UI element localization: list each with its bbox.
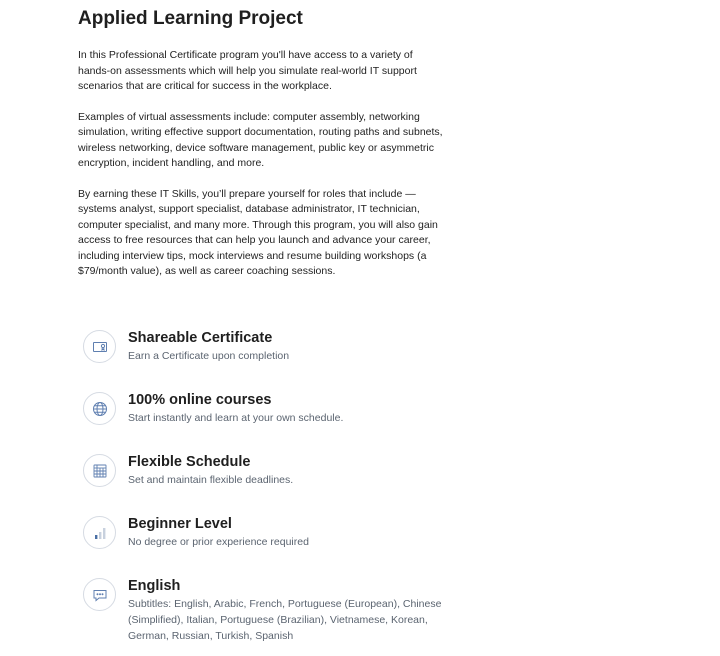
feature-language [83,576,453,642]
career-paragraph: By earning these IT Skills, you’ll prepare yourself for roles that include — systems analyst, support specialist, database administrator, IT technician, computer specialist, and many more. Through this program, you will also gain access to free resources that can help you launch and advance your career, including interview tips, mock interviews and resume building workshops (a $79/month value), as well as career coaching sessions. [78,187,438,277]
feature-subtitle: Subtitles: English, Arabic, French, Portuguese (European), Chinese (Simplified), Italian, Portuguese (Brazilian), Vietnamese, Korean, German, Russian, Turkish, Spanish [128,598,442,642]
intro-paragraph: In this Professional Certificate program you'll have access to a variety of hands-on assessments which will help you simulate real-world IT support scenarios that are critical for success in the workplace. [78,49,417,92]
globe-icon [83,392,116,425]
feature-title: Shareable Certificate [128,330,273,346]
feature-title: Flexible Schedule [128,454,251,470]
calendar-icon [83,454,116,487]
feature-subtitle: No degree or prior experience required [128,536,309,548]
feature-subtitle: Earn a Certificate upon completion [128,350,290,362]
feature-beginner-level [83,514,453,576]
feature-online-courses [83,390,453,452]
feature-subtitle: Start instantly and learn at your own schedule. [128,412,344,424]
feature-title: English [128,578,181,594]
feature-title: Beginner Level [128,516,232,532]
section-title: Applied Learning Project [78,8,303,29]
certificate-icon [83,330,116,363]
level-bars-icon [83,516,116,549]
assessments-paragraph: Examples of virtual assessments include: computer assembly, networking simulation, writing effective support documentation, routing paths and subnets, wireless networking, device software management, public key or asymmetric encryption, incident handling, and more. [78,110,443,169]
feature-shareable-certificate [83,328,453,390]
features-list [83,328,453,642]
chat-bubble-icon [83,578,116,611]
feature-subtitle: Set and maintain flexible deadlines. [128,474,294,486]
applied-learning-section [78,0,443,280]
feature-title: 100% online courses [128,392,272,408]
feature-flexible-schedule [83,452,453,514]
